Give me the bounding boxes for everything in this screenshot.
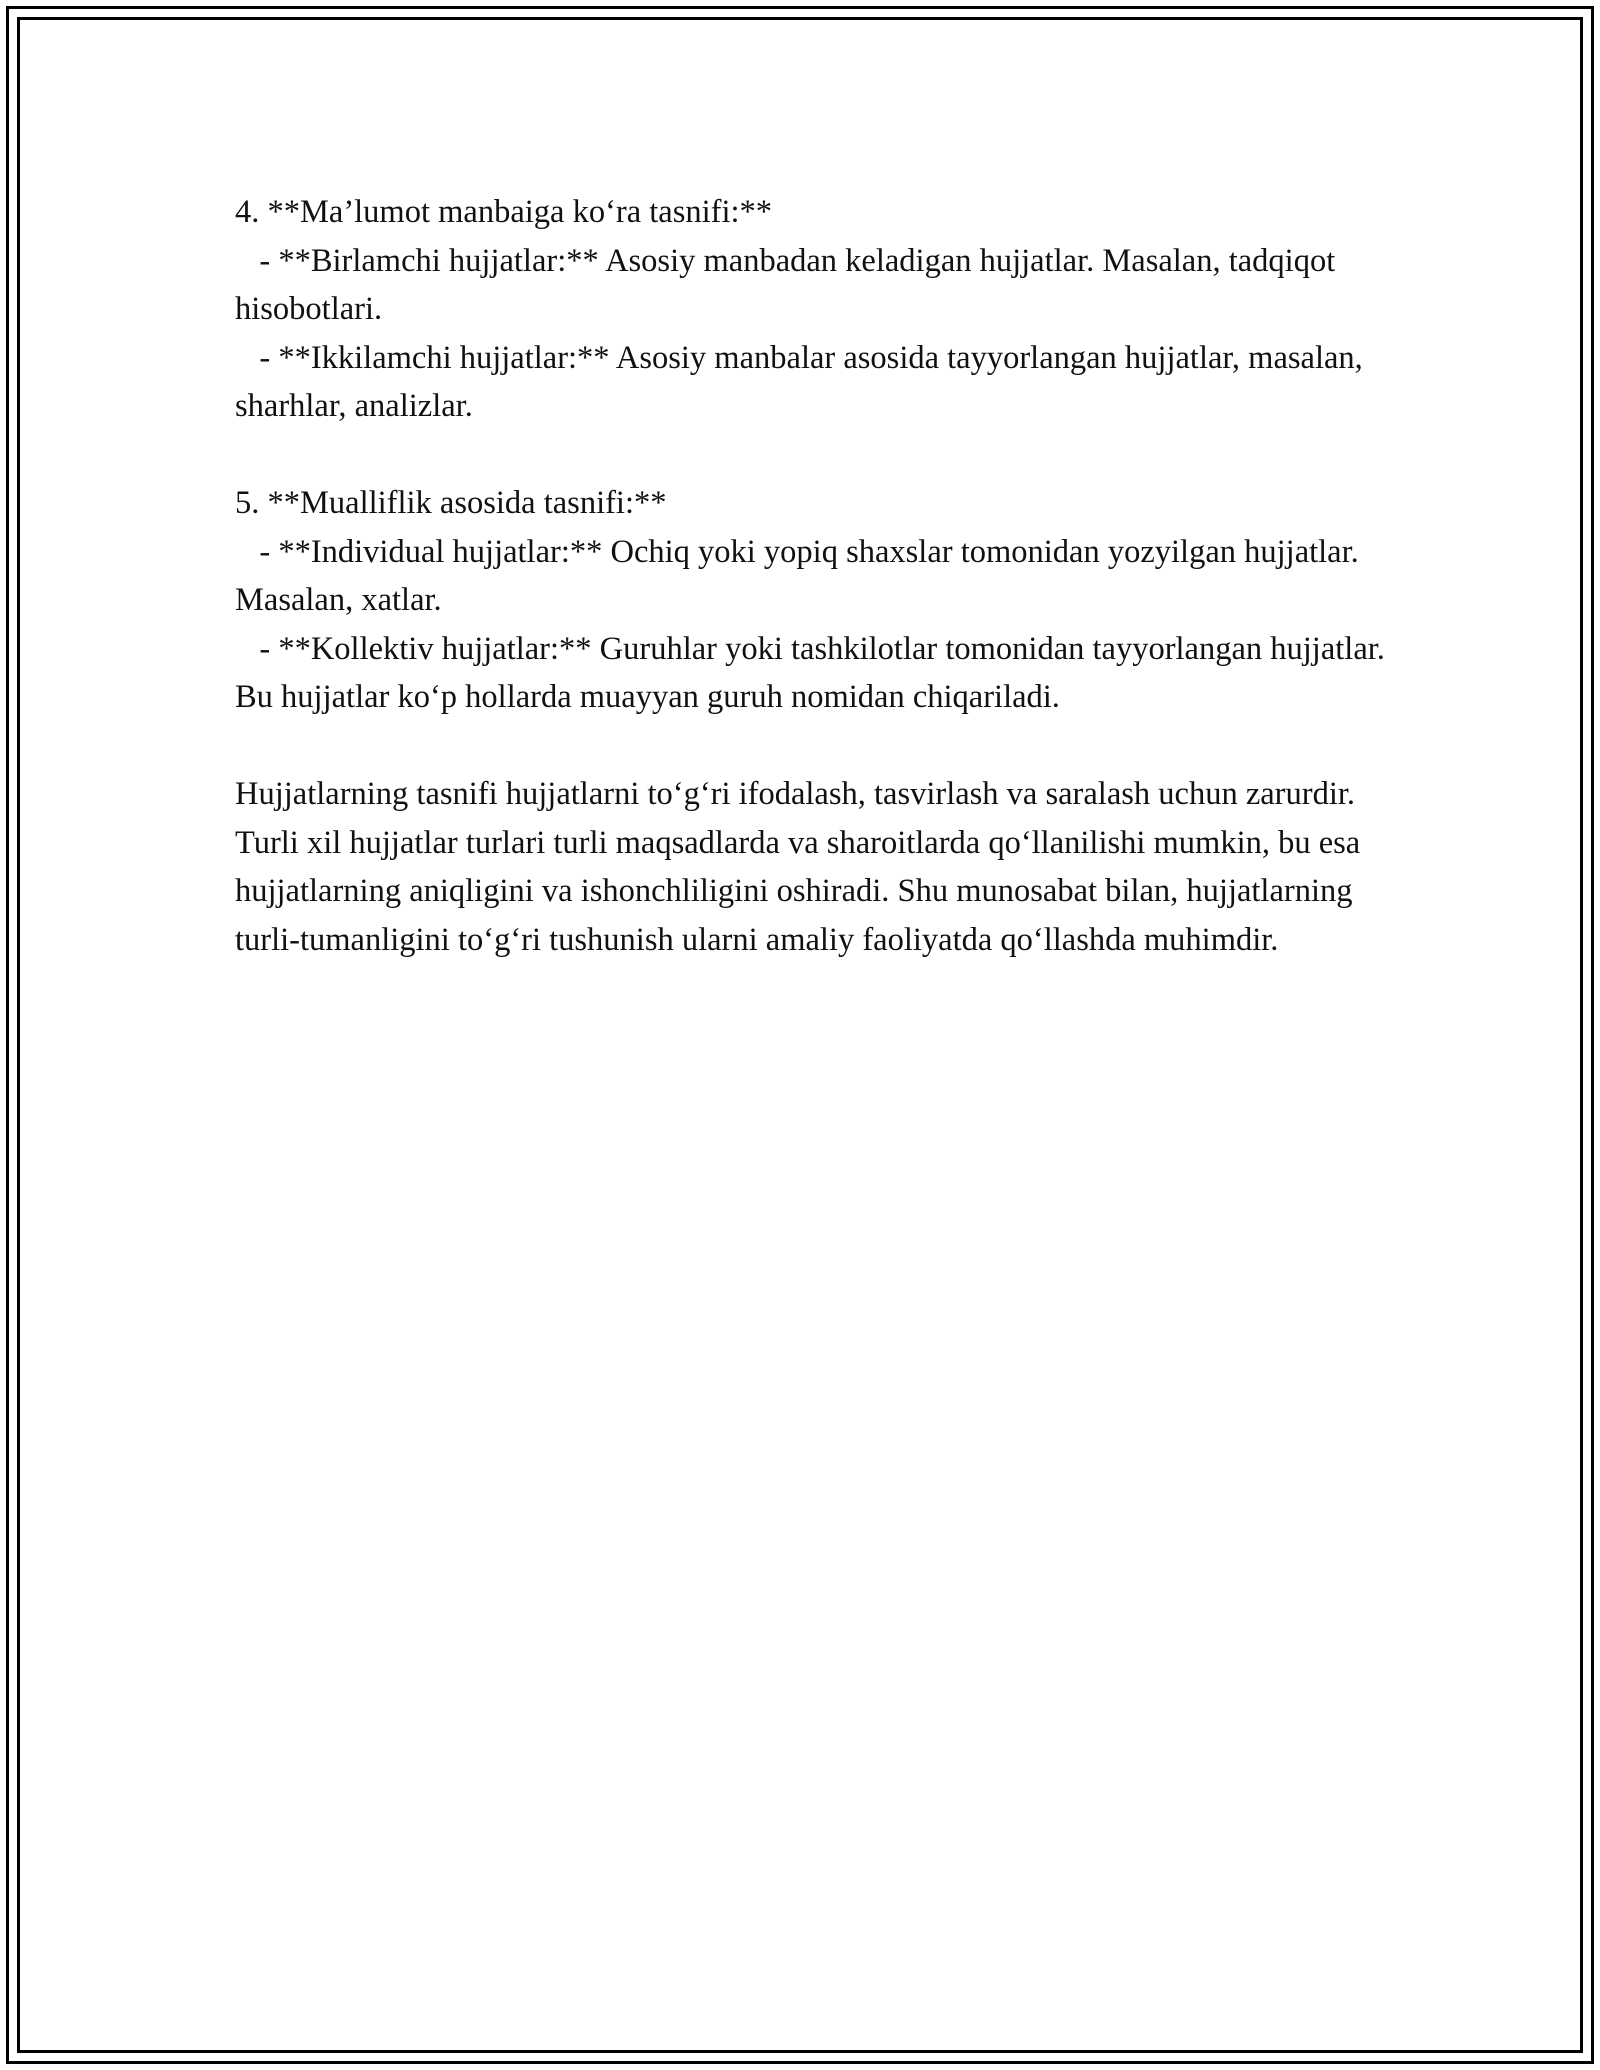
section-5-item-collective: - **Kollektiv hujjatlar:** Guruhlar yoki tashkilotlar tomonidan tayyorlangan hujjatlar. Bu hujjatlar ko‘p hollarda muayyan guruh nomidan chiqariladi.	[235, 630, 1394, 715]
section-4-item-primary: - **Birlamchi hujjatlar:** Asosiy manbadan keladigan hujjatlar. Masalan, tadqiqot hisobotlari.	[235, 242, 1344, 327]
section-4-item-secondary: - **Ikkilamchi hujjatlar:** Asosiy manbalar asosida tayyorlangan hujjatlar, masalan, sharhlar, analizlar.	[235, 339, 1371, 424]
section-4-heading: 4. **Ma’lumot manbaiga ko‘ra tasnifi:**	[235, 194, 773, 230]
document-body	[235, 188, 1395, 964]
paragraph-gap	[235, 722, 1395, 771]
paragraph-gap	[235, 431, 1395, 480]
section-5-item-individual: - **Individual hujjatlar:** Ochiq yoki yopiq shaxslar tomonidan yozyilgan hujjatlar. Masalan, xatlar.	[235, 533, 1367, 618]
conclusion-paragraph: Hujjatlarning tasnifi hujjatlarni to‘g‘ri ifodalash, tasvirlash va saralash uchun zarurdir. Turli xil hujjatlar turlari turli maqsadlarda va sharoitlarda qo‘llanilishi mumkin, bu esa hujjatlarning aniqligini va ishonchliligini oshiradi. Shu munosabat bilan, hujjatlarning turli-tumanligini to‘g‘ri tushunish ularni amaliy faoliyatda qo‘llashda muhimdir.	[235, 776, 1369, 958]
section-5-heading: 5. **Mualliflik asosida tasnifi:**	[235, 485, 667, 521]
